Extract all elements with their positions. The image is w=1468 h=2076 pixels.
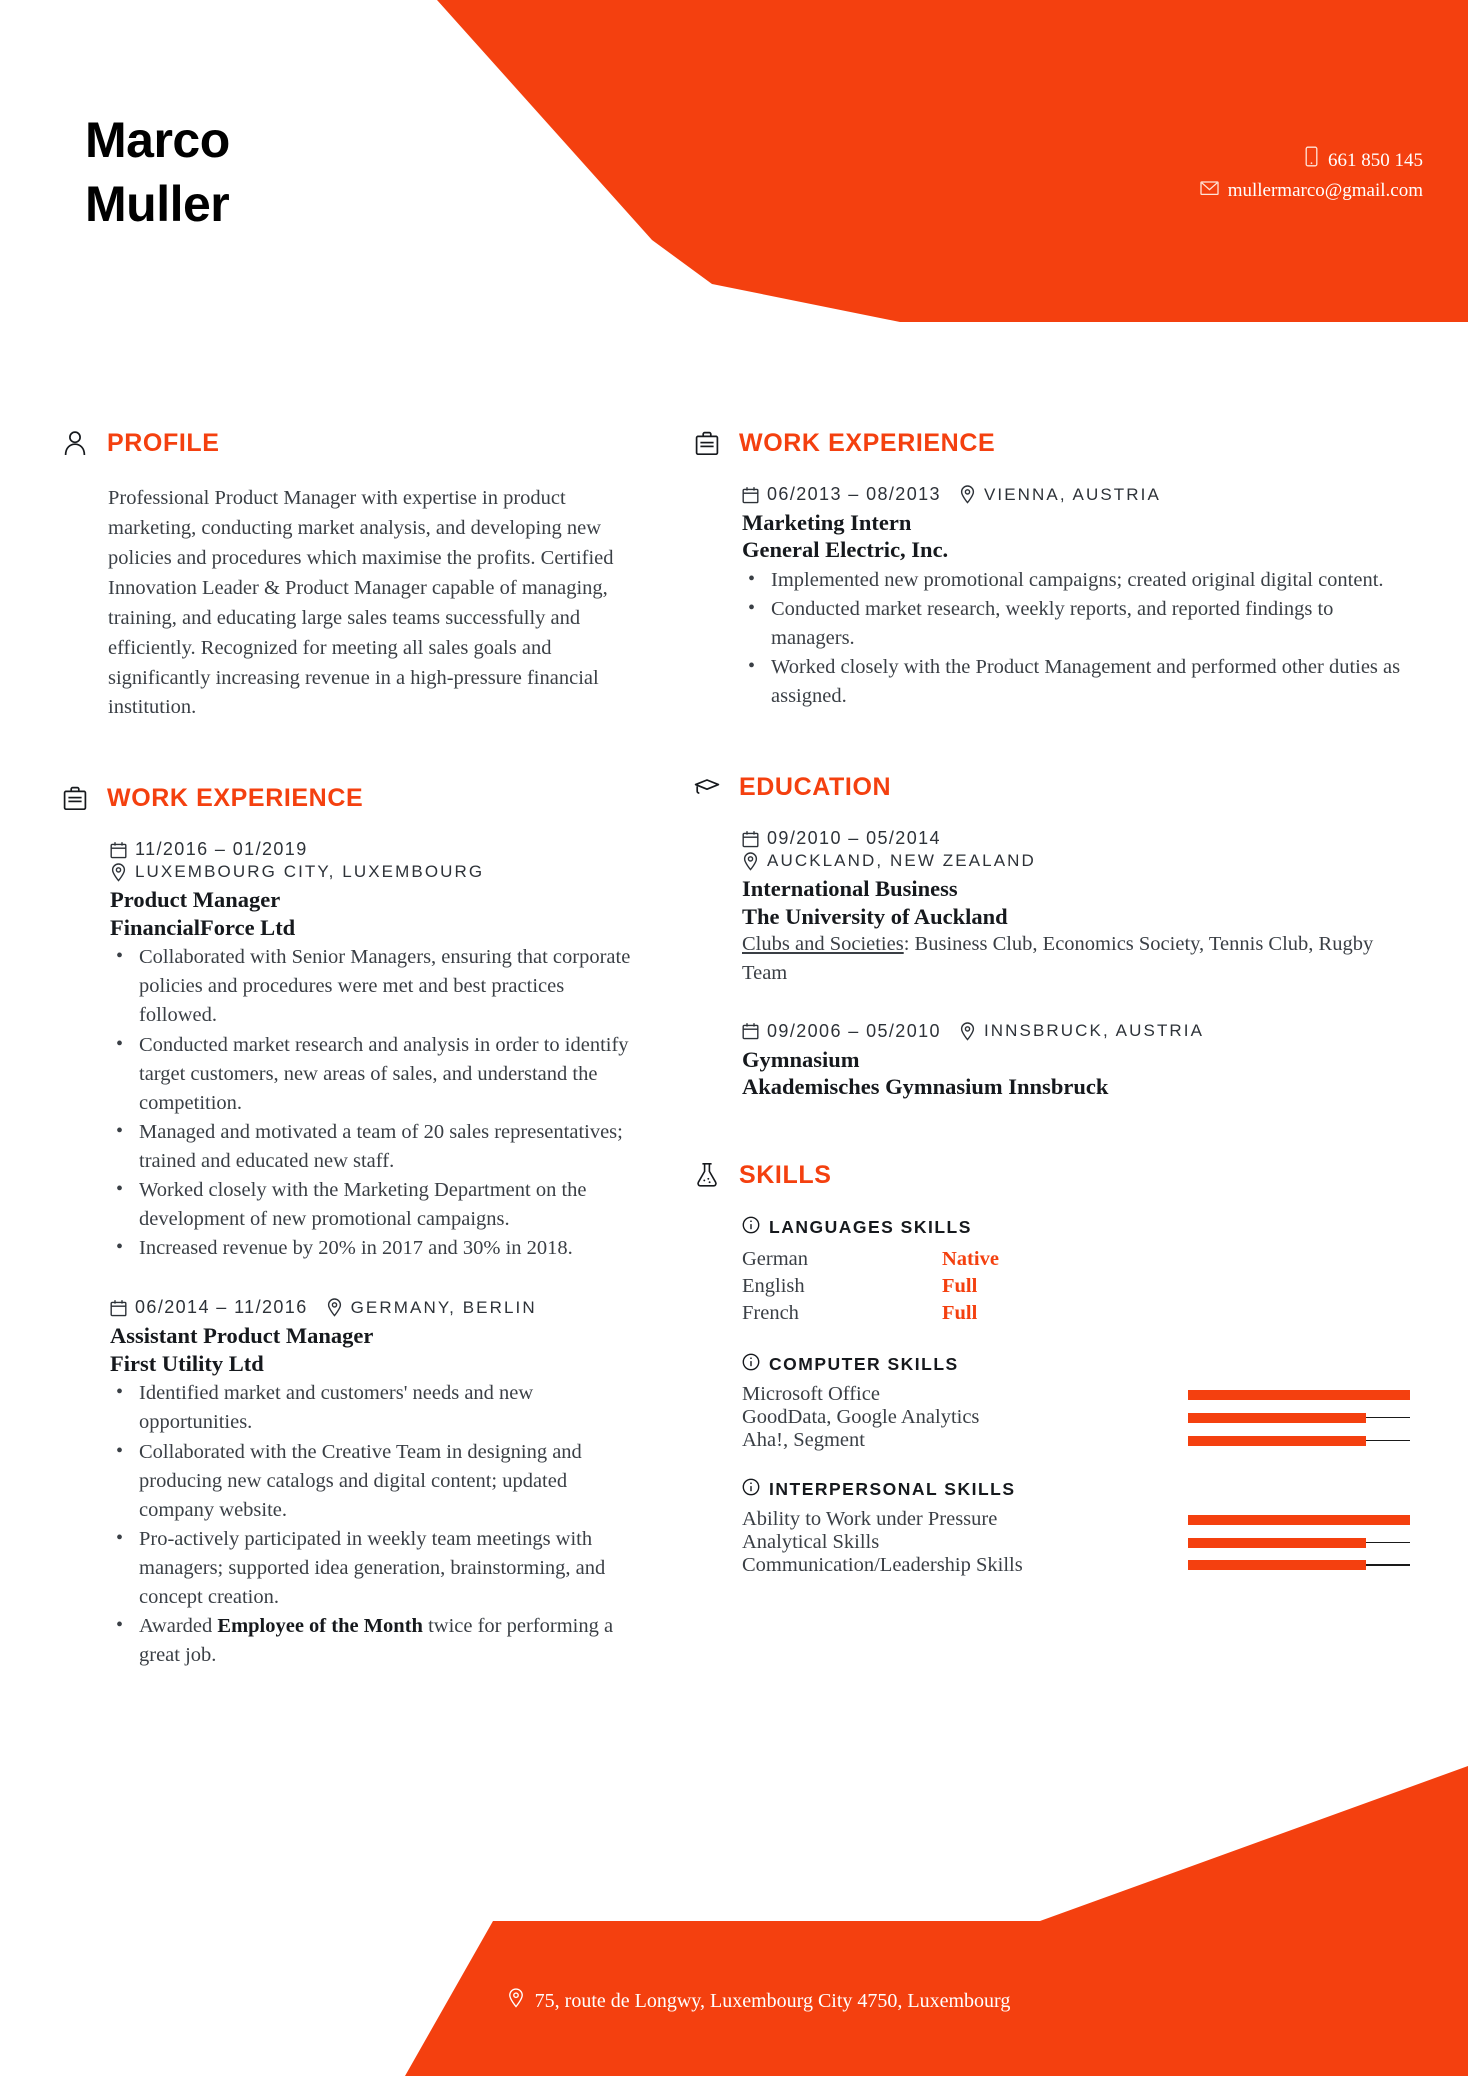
- list-item: [742, 1531, 1410, 1554]
- language-level: Full: [942, 1302, 978, 1325]
- section-education: [694, 774, 1410, 1100]
- work-right-title: WORK EXPERIENCE: [739, 428, 996, 457]
- skill-bar: [1188, 1515, 1410, 1525]
- language-name: German: [742, 1248, 809, 1271]
- contact-email[interactable]: [1200, 177, 1423, 206]
- entry-dates-row: [742, 828, 1410, 849]
- work-left-title: WORK EXPERIENCE: [107, 783, 364, 812]
- school-name: The University of Auckland: [742, 903, 1008, 929]
- date-text: 09/2006 – 05/2010: [767, 1020, 941, 1041]
- skill-name: Communication/Leadership Skills: [742, 1554, 1023, 1577]
- job-organisation: General Electric, Inc.: [742, 537, 949, 563]
- work-entry: [742, 484, 1410, 711]
- envelope-icon: [1200, 177, 1219, 206]
- skills-header: [694, 1162, 1410, 1188]
- location-pin-icon: [959, 485, 976, 504]
- graduation-cap-icon: [694, 774, 720, 800]
- list-item: • Managed and motivated a team of 20 sales representatives; trained and educated new staff.: [110, 1118, 644, 1176]
- skill-group-header: [742, 1216, 1410, 1239]
- date-range: [742, 484, 941, 505]
- location-pin-icon: [508, 1988, 524, 2014]
- skill-bar-fill: [1188, 1436, 1366, 1446]
- skill-bar-fill: [1188, 1390, 1410, 1400]
- location-pin-icon: [110, 863, 127, 882]
- footer-address: [0, 1988, 1468, 2014]
- location-pin-icon: [326, 1298, 343, 1317]
- skill-name: GoodData, Google Analytics: [742, 1406, 980, 1429]
- job-title: Product Manager: [110, 887, 281, 913]
- degree-title: International Business: [742, 876, 958, 902]
- list-item: • Increased revenue by 20% in 2017 and 30% in 2018.: [110, 1234, 644, 1263]
- skill-bar-fill: [1188, 1560, 1366, 1570]
- section-profile: [62, 430, 644, 723]
- list-item: • Worked closely with the Marketing Department on the development of new promotional campaigns.: [110, 1176, 644, 1234]
- email-address: mullermarco@gmail.com: [1227, 179, 1423, 201]
- job-bullets: [110, 943, 644, 1263]
- calendar-icon: [742, 829, 759, 848]
- contact-info: [1200, 146, 1423, 205]
- section-skills: [694, 1162, 1410, 1577]
- calendar-icon: [110, 840, 127, 859]
- list-item: [742, 1429, 1410, 1452]
- section-work-experience-right: [694, 430, 1410, 711]
- profile-header: [62, 430, 644, 456]
- skill-group-languages: [742, 1216, 1410, 1327]
- info-circle-icon: [742, 1216, 760, 1239]
- location-text: GERMANY, BERLIN: [350, 1297, 537, 1317]
- list-item: [110, 1612, 644, 1670]
- skill-bar-fill: [1188, 1515, 1410, 1525]
- list-item: • Collaborated with Senior Managers, ensuring that corporate policies and procedures were met and best practices followed.: [110, 943, 644, 1030]
- entry-meta-row: [742, 484, 1410, 505]
- location-text: LUXEMBOURG CITY, LUXEMBOURG: [135, 862, 485, 882]
- list-item: • Worked closely with the Product Management and performed other duties as assigned.: [742, 653, 1410, 711]
- list-item: • Conducted market research and analysis in order to identify target customers, new areas of sales, and understand the competition.: [110, 1031, 644, 1118]
- profile-title: PROFILE: [107, 428, 220, 457]
- location: [326, 1298, 537, 1318]
- info-circle-icon: [742, 1353, 760, 1376]
- list-item: • Conducted market research, weekly reports, and reported findings to managers.: [742, 595, 1410, 653]
- location: [110, 862, 484, 882]
- job-organisation: First Utility Ltd: [110, 1350, 264, 1376]
- job-bullets: [742, 566, 1410, 712]
- last-name: Muller: [85, 176, 230, 232]
- bullet-bold-text: Employee of the Month: [217, 1615, 423, 1638]
- job-title: Assistant Product Manager: [110, 1323, 374, 1349]
- calendar-icon: [742, 1022, 759, 1041]
- person-icon: [62, 430, 88, 456]
- skills-title: SKILLS: [739, 1160, 832, 1189]
- date-range: [742, 828, 941, 849]
- education-entry: [742, 1021, 1410, 1101]
- skill-group-computer: [742, 1353, 1410, 1452]
- skill-bar: [1188, 1560, 1410, 1570]
- skill-name: Microsoft Office: [742, 1383, 880, 1406]
- footer-address-text: 75, route de Longwy, Luxembourg City 4750, Luxembourg: [534, 1989, 1011, 2012]
- date-range: [110, 1297, 308, 1318]
- footer-orange-shape: [0, 1766, 1468, 2076]
- calendar-icon: [742, 485, 759, 504]
- language-level: Native: [942, 1248, 999, 1271]
- date-text: 11/2016 – 01/2019: [135, 839, 308, 860]
- skill-bar-fill: [1188, 1538, 1366, 1548]
- date-text: 06/2014 – 11/2016: [135, 1297, 308, 1318]
- briefcase-icon: [694, 430, 720, 456]
- contact-phone[interactable]: [1200, 146, 1423, 177]
- date-text: 09/2010 – 05/2014: [767, 828, 941, 849]
- work-right-header: [694, 430, 1410, 456]
- profile-text: Professional Product Manager with expertise in product marketing, conducting market analysis, and developing new policies and procedures which maximise the profits. Certified Innovation Leader & Product Manager capable of managing, training, and educating large sales teams successfully and efficiently. Recognized for meeting all sales goals and significantly increasing revenue in a high-pressure financial institution.: [108, 487, 614, 719]
- skill-group-interpersonal: [742, 1478, 1410, 1577]
- skill-bar-fill: [1188, 1413, 1366, 1423]
- job-bullets: [110, 1379, 644, 1670]
- list-item: • Collaborated with the Creative Team in designing and producing new catalogs and digital content; updated company website.: [110, 1438, 644, 1525]
- location-pin-icon: [959, 1022, 976, 1041]
- list-item: [742, 1508, 1410, 1531]
- skill-name: Aha!, Segment: [742, 1429, 865, 1452]
- left-column: [0, 430, 676, 1670]
- location-text: INNSBRUCK, AUSTRIA: [983, 1021, 1205, 1041]
- education-title: EDUCATION: [739, 772, 892, 801]
- education-extra: [742, 930, 1410, 988]
- date-range: [110, 839, 308, 860]
- skill-group-name: COMPUTER SKILLS: [769, 1354, 959, 1375]
- skill-bar: [1188, 1538, 1410, 1548]
- location-text: AUCKLAND, NEW ZEALAND: [767, 851, 1036, 871]
- info-circle-icon: [742, 1478, 760, 1501]
- skill-bar: [1188, 1390, 1410, 1400]
- list-item: • Pro-actively participated in weekly team meetings with managers; supported idea generation, brainstorming, and concept creation.: [110, 1525, 644, 1612]
- job-title: Marketing Intern: [742, 510, 912, 535]
- list-item: [742, 1554, 1410, 1577]
- bullet-suffix: twice for performing a great job.: [139, 1615, 614, 1667]
- list-item: [742, 1406, 1410, 1429]
- skill-group-name: LANGUAGES SKILLS: [769, 1217, 972, 1238]
- entry-location-row: [742, 851, 1410, 871]
- work-entry: [110, 839, 644, 1263]
- bullet-prefix: Awarded: [139, 1615, 218, 1638]
- phone-number: 661 850 145: [1328, 150, 1423, 171]
- calendar-icon: [110, 1298, 127, 1317]
- skill-name: Analytical Skills: [742, 1531, 880, 1554]
- briefcase-icon: [62, 785, 88, 811]
- school-name: Akademisches Gymnasium Innsbruck: [742, 1073, 1109, 1099]
- date-range: [742, 1021, 941, 1042]
- education-entry: [742, 828, 1410, 988]
- degree-title: Gymnasium: [742, 1046, 860, 1072]
- first-name: Marco: [85, 112, 230, 168]
- entry-dates-row: [110, 839, 644, 860]
- education-header: [694, 774, 1410, 800]
- phone-icon: [1304, 146, 1319, 177]
- location: [742, 851, 1036, 871]
- skill-group-header: [742, 1353, 1410, 1376]
- location: [959, 1021, 1204, 1041]
- work-left-header: [62, 785, 644, 811]
- list-item: • Identified market and customers' needs and new opportunities.: [110, 1379, 644, 1437]
- list-item: [742, 1300, 1410, 1327]
- entry-location-row: [110, 862, 644, 882]
- date-text: 06/2013 – 08/2013: [767, 484, 941, 504]
- entry-meta-row: [110, 1297, 644, 1318]
- location-text: VIENNA, AUSTRIA: [983, 484, 1161, 504]
- list-item: [742, 1273, 1410, 1300]
- right-column: [676, 430, 1468, 1670]
- section-work-experience-left: [62, 785, 644, 1670]
- education-extra-label: Clubs and Societies: [742, 933, 904, 956]
- skill-name: Ability to Work under Pressure: [742, 1508, 998, 1531]
- job-organisation: FinancialForce Ltd: [110, 914, 296, 940]
- list-item: [742, 1383, 1410, 1406]
- work-entry: [110, 1297, 644, 1670]
- location-pin-icon: [742, 852, 759, 871]
- languages-list: [742, 1246, 1410, 1327]
- location: [959, 485, 1161, 505]
- language-name: French: [742, 1302, 799, 1325]
- education-extra-value: : Business Club, Economics Society, Tennis Club, Rugby Team: [742, 933, 1374, 985]
- language-level: Full: [942, 1275, 978, 1298]
- skill-group-name: INTERPERSONAL SKILLS: [769, 1479, 1016, 1500]
- language-name: English: [742, 1275, 805, 1298]
- flask-icon: [694, 1162, 720, 1188]
- list-item: • Implemented new promotional campaigns; created original digital content.: [742, 566, 1410, 595]
- skill-group-header: [742, 1478, 1410, 1501]
- candidate-name: [85, 108, 230, 236]
- entry-meta-row: [742, 1021, 1410, 1042]
- list-item: [742, 1246, 1410, 1273]
- skill-bar: [1188, 1413, 1410, 1423]
- skill-bar: [1188, 1436, 1410, 1446]
